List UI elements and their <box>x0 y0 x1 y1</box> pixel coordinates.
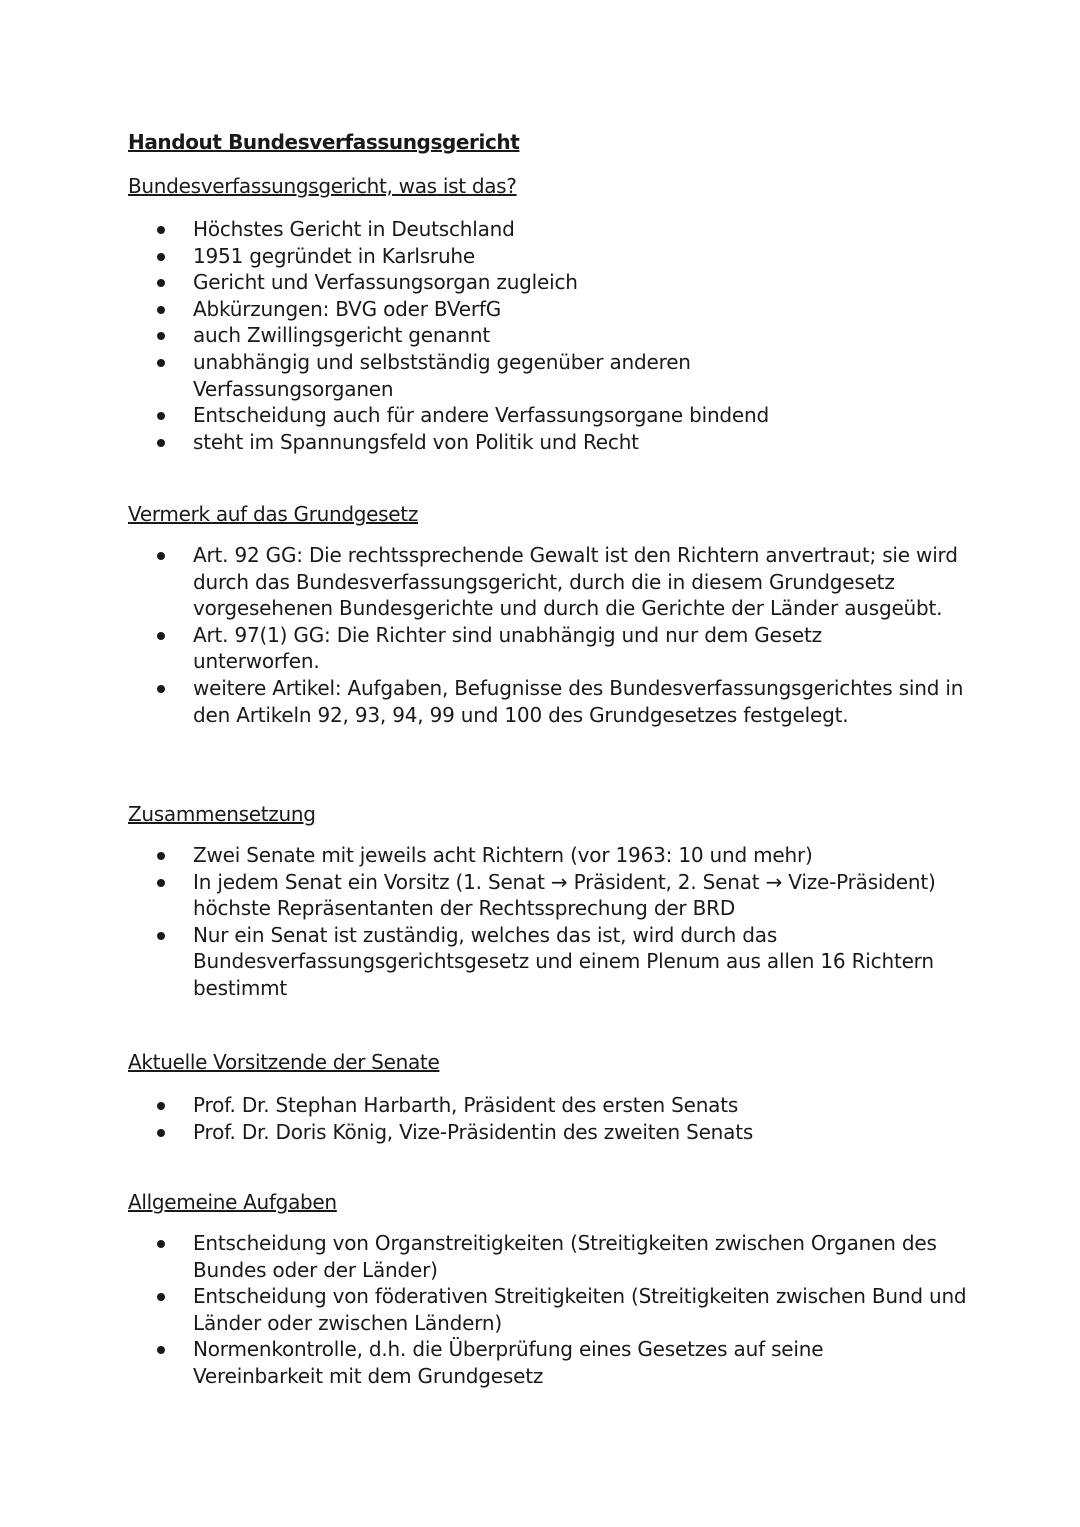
bullet-list <box>128 216 968 455</box>
bullet-list <box>128 842 968 1002</box>
bullet-list <box>128 1092 968 1145</box>
section-zusammensetzung <box>128 800 968 1002</box>
section-heading: Zusammensetzung <box>128 802 316 826</box>
list-item: Prof. Dr. Doris König, Vize-Präsidentin des zweiten Senats <box>128 1119 968 1146</box>
list-item: Entscheidung von föderativen Streitigkeiten (Streitigkeiten zwischen Bund und Länder oder zwischen Ländern) <box>128 1283 973 1336</box>
list-item: Entscheidung von Organstreitigkeiten (Streitigkeiten zwischen Organen des Bundes oder der Länder) <box>128 1230 968 1283</box>
list-item: Art. 92 GG: Die rechtssprechende Gewalt ist den Richtern anvertraut; sie wird durch das Bundesverfassungsgericht, durch die in diesem Grundgesetz vorgesehenen Bundesgerichte und durch die Gerichte der Länder ausgeübt. <box>128 542 968 622</box>
list-item: Höchstes Gericht in Deutschland <box>128 216 968 243</box>
section-heading: Aktuelle Vorsitzende der Senate <box>128 1050 440 1074</box>
bullet-list <box>128 1230 968 1390</box>
document-page <box>128 128 968 1388</box>
list-item: weitere Artikel: Aufgaben, Befugnisse des Bundesverfassungsgerichtes sind in den Artikeln 92, 93, 94, 99 und 100 des Grundgesetzes festgelegt. <box>128 675 968 728</box>
document-title: Handout Bundesverfassungsgericht <box>128 130 520 154</box>
list-item: unabhängig und selbstständig gegenüber anderen Verfassungsorganen <box>128 349 753 402</box>
section-vorsitzende <box>128 1048 968 1145</box>
section-heading: Vermerk auf das Grundgesetz <box>128 502 419 526</box>
section-heading: Allgemeine Aufgaben <box>128 1190 337 1214</box>
list-item: Gericht und Verfassungsorgan zugleich <box>128 269 968 296</box>
list-item: Art. 97(1) GG: Die Richter sind unabhängig und nur dem Gesetz unterworfen. <box>128 622 883 675</box>
section-heading: Bundesverfassungsgericht, was ist das? <box>128 174 517 198</box>
section-grundgesetz <box>128 500 968 728</box>
list-item: auch Zwillingsgericht genannt <box>128 322 968 349</box>
list-item: 1951 gegründet in Karlsruhe <box>128 243 968 270</box>
list-item: Zwei Senate mit jeweils acht Richtern (vor 1963: 10 und mehr) <box>128 842 968 869</box>
list-item: In jedem Senat ein Vorsitz (1. Senat → Präsident, 2. Senat → Vize-Präsident) höchste Repräsentanten der Rechtssprechung der BRD <box>128 869 953 922</box>
bullet-list <box>128 542 968 728</box>
list-item: Entscheidung auch für andere Verfassungsorgane bindend <box>128 402 968 429</box>
list-item: Normenkontrolle, d.h. die Überprüfung eines Gesetzes auf seine Vereinbarkeit mit dem Grundgesetz <box>128 1336 913 1389</box>
section-definition <box>128 172 968 455</box>
list-item: Nur ein Senat ist zuständig, welches das ist, wird durch das Bundesverfassungsgerichtsgesetz und einem Plenum aus allen 16 Richtern bestimmt <box>128 922 953 1002</box>
list-item: Abkürzungen: BVG oder BVerfG <box>128 296 968 323</box>
list-item: Prof. Dr. Stephan Harbarth, Präsident des ersten Senats <box>128 1092 968 1119</box>
section-aufgaben <box>128 1188 968 1390</box>
list-item: steht im Spannungsfeld von Politik und Recht <box>128 429 968 456</box>
